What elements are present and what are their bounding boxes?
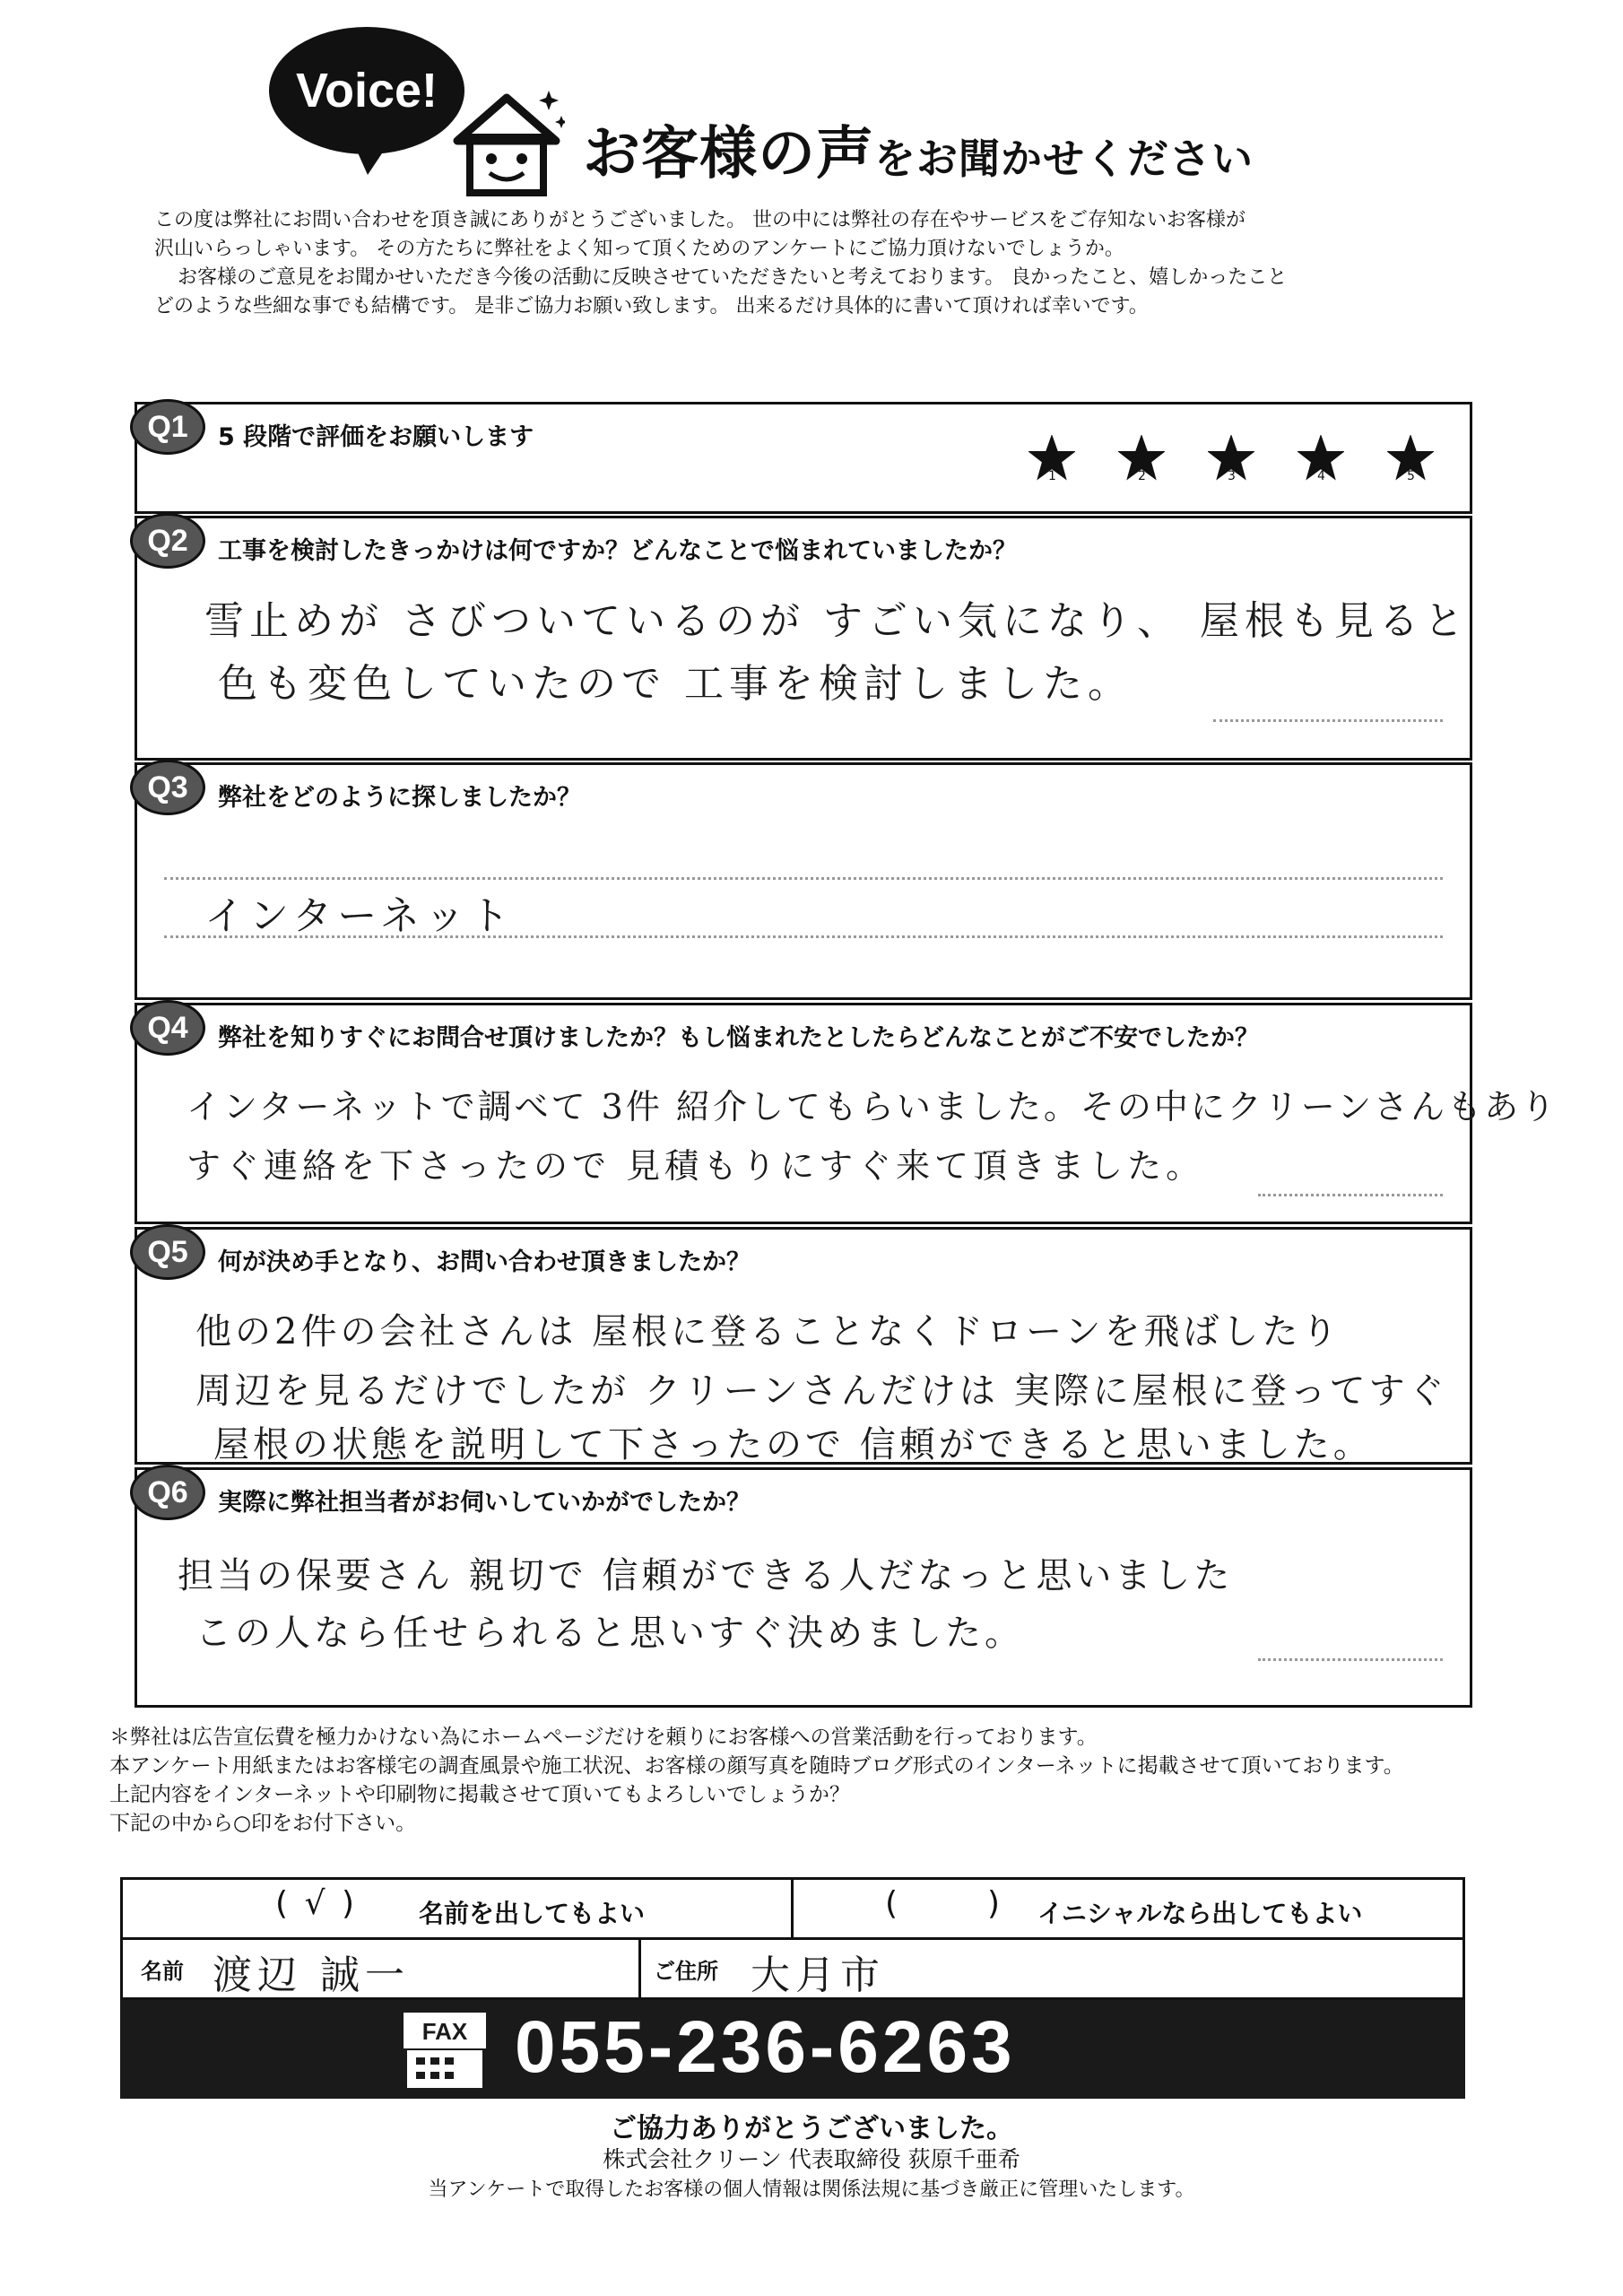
note-line-4: 下記の中から○印をお付下さい。 (109, 1812, 417, 1835)
option2-checkbox[interactable]: ( ) (885, 1885, 1001, 1922)
question-box-q1 (135, 402, 1472, 514)
option2-label: イニシャルなら出してもよい (1037, 1899, 1363, 1928)
question-text: 何が決め手となり、お問い合わせ頂きましたか？ (218, 1248, 751, 1276)
option1-checkbox[interactable]: ( √ ) (275, 1885, 355, 1922)
rating-star-3-icon[interactable]: 3 (1208, 435, 1254, 482)
address-value: 大月市 (751, 1952, 885, 1998)
voice-badge: Voice! (269, 27, 464, 154)
intro-line-3: お客様のご意見をお聞かせいただき今後の活動に反映させていただきたいと考えております。 良かったこと、嬉しかったこと (178, 266, 1288, 289)
answer-line: インターネット (204, 893, 516, 939)
note-line-1: ＊弊社は広告宣伝費を極力かけない為にホームページだけを頼りにお客様への営業活動を行っております。 (109, 1726, 1098, 1749)
answer-line: 他の2件の会社さんは 屋根に登ることなくドローンを飛ばしたり (195, 1311, 1341, 1352)
rating-stars (1028, 435, 1434, 482)
question-badge: Q6 (130, 1465, 205, 1520)
privacy-text: 当アンケートで取得したお客様の個人情報は関係法規に基づき厳正に管理いたします。 (428, 2179, 1195, 2201)
answer-line: すぐ連絡を下さったので 見積もりにすぐ来て頂きました。 (187, 1146, 1205, 1186)
smiling-house-icon (448, 85, 565, 202)
consent-box (120, 1877, 1465, 2000)
rating-star-4-icon[interactable]: 4 (1298, 435, 1344, 482)
answer-line: 周辺を見るだけでしたが クリーンさんだけは 実際に屋根に登ってすぐ (195, 1370, 1448, 1412)
name-label: 名前 (141, 1959, 184, 1984)
question-box-q2 (135, 516, 1472, 761)
question-box-q6 (135, 1467, 1472, 1708)
note-line-2: 本アンケート用紙またはお客様宅の調査風景や施工状況、お客様の顔写真を随時ブログ形式のインターネットに掲載させて頂いております。 (109, 1754, 1404, 1778)
answer-line: インターネットで調べて 3件 紹介してもらいました。その中にクリーンさんもあり (187, 1087, 1558, 1126)
intro-line-2: 沢山いらっしゃいます。 その方たちに弊社をよく知って頂くためのアンケートにご協力頂けないでしょうか。 (154, 238, 1124, 260)
question-badge: Q4 (130, 1000, 205, 1056)
page-title: お客様の声をお聞かせください (583, 121, 1254, 187)
thanks-text: ご協力ありがとうございました。 (610, 2113, 1013, 2144)
question-box-q4 (135, 1003, 1558, 1224)
question-text: 実際に弊社担当者がお伺いしていかがでしたか？ (218, 1489, 751, 1517)
intro-line-4: どのような些細な事でも結構です。 是非ご協力お願い致します。 出来るだけ具体的に書いて頂ければ幸いです。 (154, 295, 1149, 317)
question-text: 5 段階で評価をお願いします (218, 423, 534, 451)
note-line-3: 上記内容をインターネットや印刷物に掲載させて頂いてもよろしいでしょうか？ (109, 1783, 850, 1806)
address-label: ご住所 (654, 1959, 718, 1984)
fax-machine-icon (389, 2009, 497, 2090)
question-text: 弊社を知りすぐにお問合せ頂けましたか？もし悩まれたとしたらどんなことがご不安でしたか？ (218, 1024, 1259, 1052)
answer-line: 雪止めが さびついているのが すごい気になり、 屋根も見ると (204, 598, 1469, 644)
question-badge: Q3 (130, 760, 205, 815)
question-text: 工事を検討したきっかけは何ですか？どんなことで悩まれていましたか？ (218, 537, 1017, 565)
fax-number[interactable]: 055-236-6263 (515, 2006, 1016, 2088)
rating-star-5-icon[interactable]: 5 (1387, 435, 1434, 482)
answer-line: 屋根の状態を説明して下さったので 信頼ができると思いました。 (213, 1424, 1373, 1465)
question-box-q5 (135, 1227, 1472, 1465)
option1-label: 名前を出してもよい (419, 1899, 646, 1928)
answer-line: この人なら任せられると思いすぐ決めました。 (195, 1613, 1024, 1654)
company-text: 株式会社クリーン 代表取締役 荻原千亜希 (603, 2146, 1020, 2172)
intro-line-1: この度は弊社にお問い合わせを頂き誠にありがとうございました。 世の中には弊社の存在やサービスをご存知ないお客様が (154, 209, 1245, 231)
rating-star-1-icon[interactable]: 1 (1028, 435, 1075, 482)
name-value: 渡辺 誠一 (213, 1952, 410, 1998)
fax-bar (120, 2000, 1465, 2099)
question-text: 弊社をどのように探しましたか？ (218, 784, 581, 812)
rating-star-2-icon[interactable]: 2 (1118, 435, 1165, 482)
answer-line: 担当の保要さん 親切で 信頼ができる人だなっと思いました (178, 1555, 1234, 1596)
voice-badge-tail (350, 135, 395, 175)
question-box-q3 (135, 762, 1472, 1000)
question-badge: Q2 (130, 513, 205, 569)
fax-label: FAX (421, 2018, 468, 2045)
answer-line: 色も変色していたので 工事を検討しました。 (218, 661, 1133, 707)
question-badge: Q5 (130, 1224, 205, 1280)
question-badge: Q1 (130, 399, 205, 455)
